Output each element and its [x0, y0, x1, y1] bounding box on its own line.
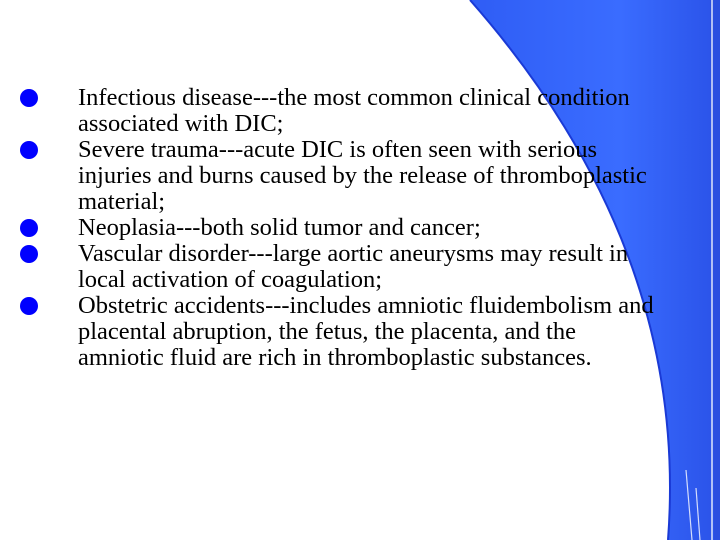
bullet-dot-icon: [20, 245, 38, 263]
bullet-item-vascular-disorder: [20, 241, 660, 293]
bullet-item-obstetric-accidents: [20, 293, 660, 371]
bullet-item-neoplasia: [20, 215, 660, 241]
bullet-text: Severe trauma---acute DIC is often seen with serious injuries and burns caused by the release of thromboplastic material;: [78, 136, 647, 215]
bullet-dot-icon: [20, 219, 38, 237]
bullet-text: Neoplasia---both solid tumor and cancer;: [78, 214, 481, 241]
bullet-item-infectious-disease: [20, 85, 660, 137]
bullet-text: Obstetric accidents---includes amniotic fluidembolism and placental abruption, the fetus, the placenta, and the amniotic fluid are rich in thromboplastic substances.: [78, 292, 654, 371]
bullet-dot-icon: [20, 141, 38, 159]
bullet-dot-icon: [20, 297, 38, 315]
bullet-item-severe-trauma: [20, 137, 660, 215]
bullet-dot-icon: [20, 89, 38, 107]
bullet-text: Infectious disease---the most common clinical condition associated with DIC;: [78, 84, 630, 137]
bullet-text: Vascular disorder---large aortic aneurysms may result in local activation of coagulation;: [78, 240, 629, 293]
bullet-list: [20, 85, 660, 371]
